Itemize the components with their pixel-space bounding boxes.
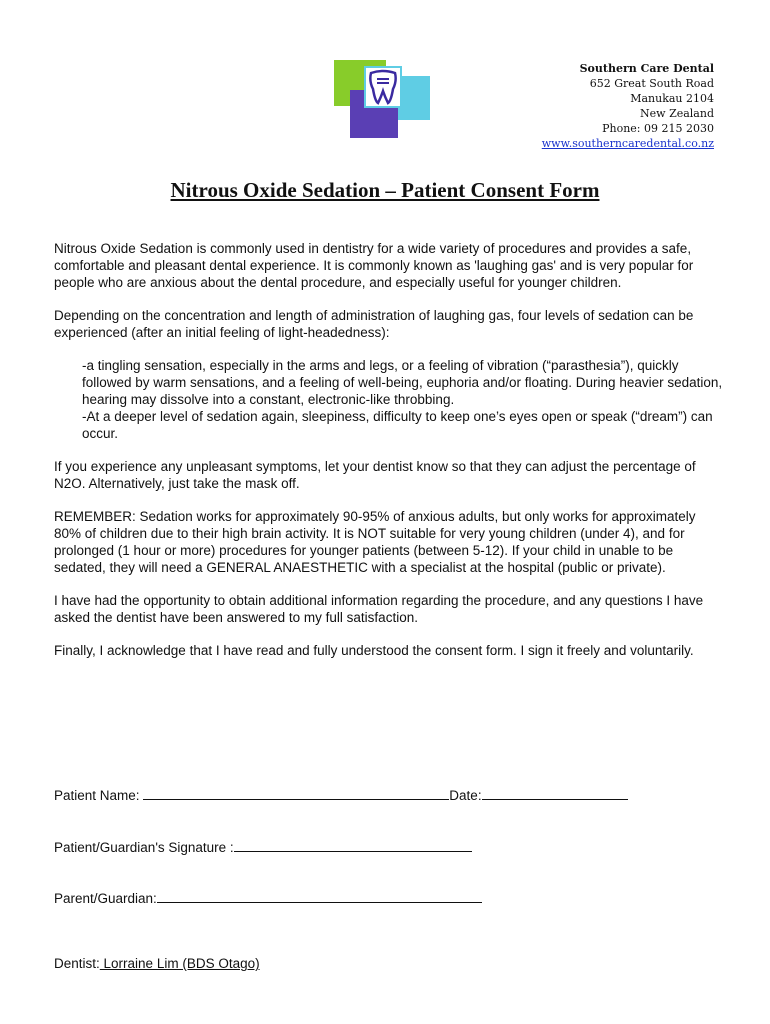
clinic-name: Southern Care Dental xyxy=(579,62,714,75)
sedation-levels-list xyxy=(82,357,726,442)
patient-name-input[interactable] xyxy=(143,786,449,800)
page-title: Nitrous Oxide Sedation – Patient Consent Form xyxy=(170,178,600,202)
clinic-website-link[interactable]: www.southerncaredental.co.nz xyxy=(541,137,714,150)
patient-name-row xyxy=(54,786,628,803)
tooth-icon xyxy=(367,69,399,105)
paragraph-information: I have had the opportunity to obtain additional information regarding the procedure, and any questions I have asked the dentist have been answered to my full satisfaction. xyxy=(54,593,704,625)
clinic-address-line3: New Zealand xyxy=(640,107,714,120)
date-input[interactable] xyxy=(482,786,628,800)
paragraph-symptoms: If you experience any unpleasant symptoms, let your dentist know so that they can adjust the percentage of N2O. Alternatively, just take the mask off. xyxy=(54,459,696,491)
clinic-logo xyxy=(334,60,434,138)
signature-row xyxy=(54,838,472,855)
parent-guardian-row xyxy=(54,889,482,906)
paragraph-levels: Depending on the concentration and length of administration of laughing gas, four levels of sedation can be experienced (after an initial feeling of light-headedness): xyxy=(54,308,694,340)
form-body xyxy=(54,240,726,675)
clinic-phone: Phone: 09 215 2030 xyxy=(602,122,714,135)
signature-label: Patient/Guardian's Signature : xyxy=(54,840,234,855)
parent-guardian-input[interactable] xyxy=(157,889,482,903)
list-item: -At a deeper level of sedation again, sleepiness, difficulty to keep one’s eyes open or speak (“dream”) can occur. xyxy=(82,409,713,441)
clinic-address-block xyxy=(542,61,714,151)
signature-input[interactable] xyxy=(234,838,472,852)
dentist-label: Dentist: xyxy=(54,956,100,971)
date-label: Date: xyxy=(449,788,482,803)
clinic-address-line2: Manukau 2104 xyxy=(630,92,714,105)
paragraph-remember: REMEMBER: Sedation works for approximately 90-95% of anxious adults, but only works for approximately 80% of children due to their high brain activity. It is NOT suitable for very young children (under 4), and for prolonged (1 hour or more) procedures for younger patients (between 5-12). If your child in unable to be sedated, they will need a GENERAL ANAESTHETIC with a specialist at the hospital (public or private). xyxy=(54,509,696,575)
paragraph-intro: Nitrous Oxide Sedation is commonly used in dentistry for a wide variety of procedures and provides a safe, comfortable and pleasant dental experience. It is commonly known as 'laughing gas' and is very popular for people who are anxious about the dental procedure, and especially useful for younger children. xyxy=(54,241,694,290)
clinic-address-line1: 652 Great South Road xyxy=(589,77,714,90)
parent-guardian-label: Parent/Guardian: xyxy=(54,891,157,906)
list-item: -a tingling sensation, especially in the arms and legs, or a feeling of vibration (“parasthesia”), quickly followed by warm sensations, and a feeling of well-being, euphoria and/or floating. During heavier sedation, hearing may dissolve into a constant, electronic-like throbbing. xyxy=(82,358,723,407)
dentist-value: Lorraine Lim (BDS Otago) xyxy=(99,956,260,971)
patient-name-label: Patient Name: xyxy=(54,788,144,803)
paragraph-acknowledge: Finally, I acknowledge that I have read and fully understood the consent form. I sign it freely and voluntarily. xyxy=(54,643,694,658)
dentist-row xyxy=(54,956,260,971)
